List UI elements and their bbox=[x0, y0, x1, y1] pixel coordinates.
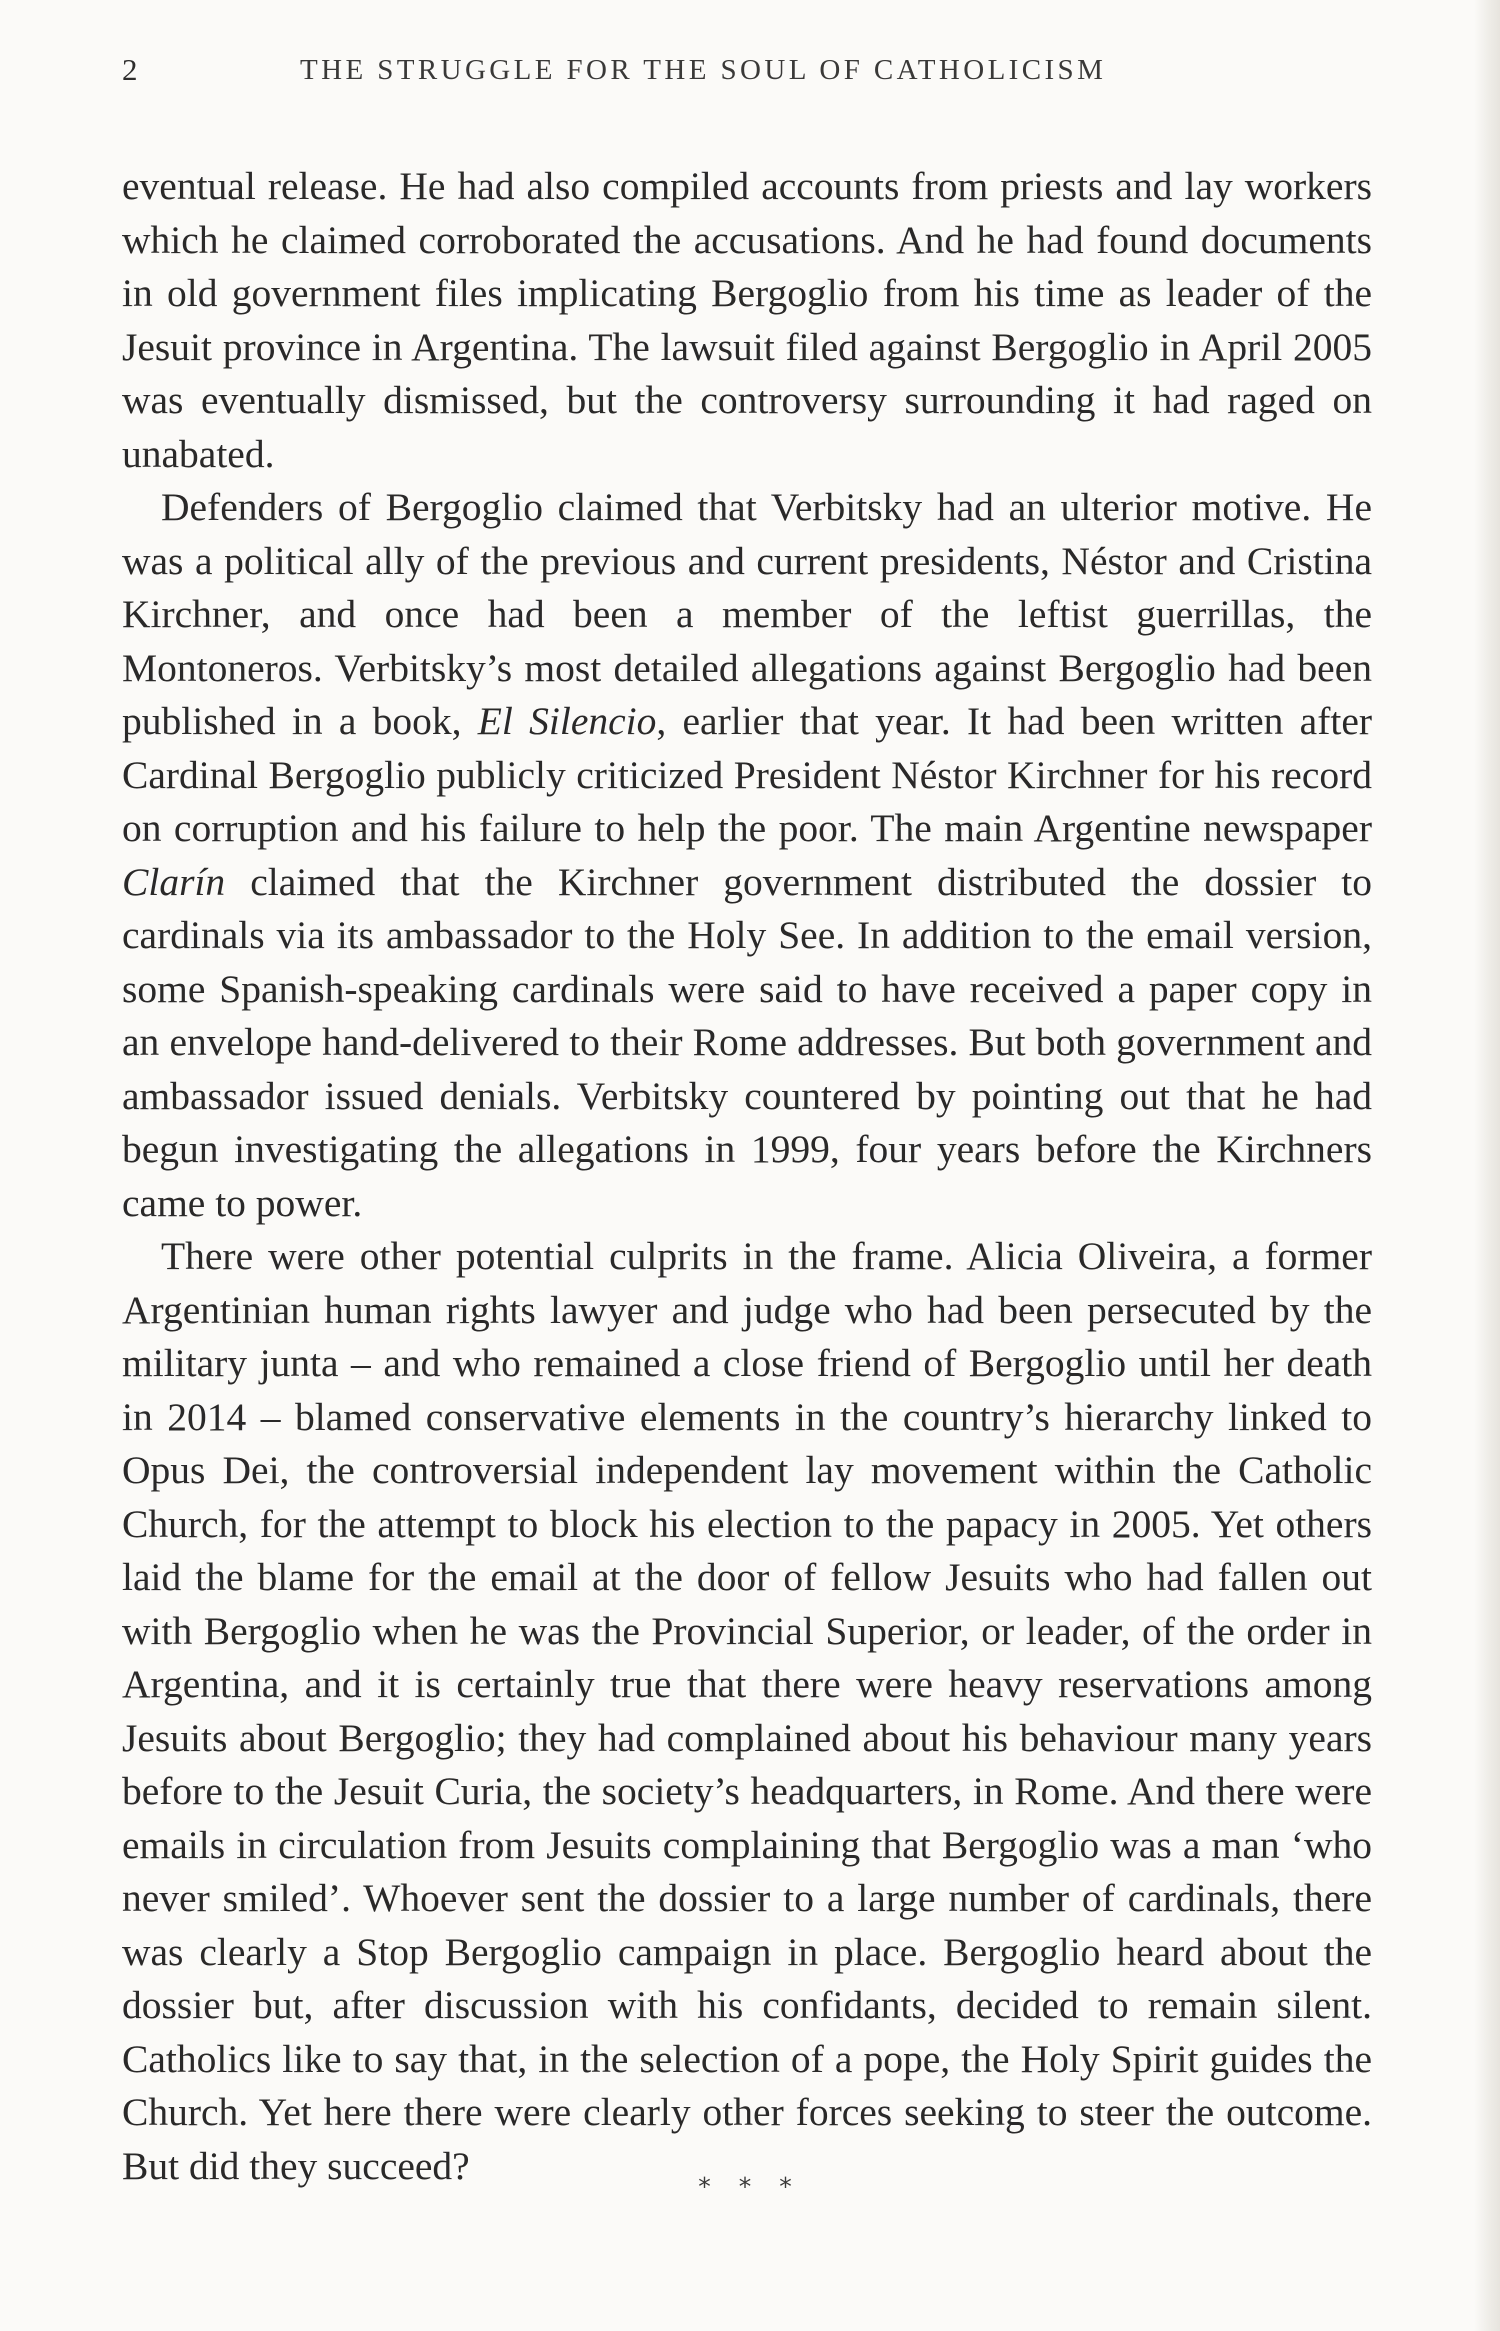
paragraph-2-part-b: , earlier that year. It had been written after Cardinal Bergoglio publicly criticized President Néstor Kirchner for his record on corruption and his failure to help the poor. The main Argentine newspaper bbox=[122, 699, 1373, 850]
paragraph-2-part-c: claimed that the Kirchner government distributed the dossier to cardinals via its ambassador to the Holy See. In addition to the email version, some Spanish-speaking cardinals were said to have received a paper copy in an envelope hand-delivered to their Rome addresses. But both government and ambassador issued denials. Verbitsky countered by pointing out that he had begun investigating the allegations in 1999, four years before the Kirchners came to power. bbox=[122, 859, 1372, 1225]
page-edge-shadow bbox=[1474, 0, 1500, 2331]
section-break: * * * bbox=[698, 2172, 802, 2201]
book-title: El Silencio bbox=[477, 699, 657, 743]
running-title: THE STRUGGLE FOR THE SOUL OF CATHOLICISM bbox=[300, 54, 1107, 86]
page-number: 2 bbox=[122, 52, 138, 87]
paragraph-3: There were other potential culprits in the frame. Alicia Oliveira, a former Argentinian human rights lawyer and judge who had been persecuted by the military junta – and who remained a close friend of Bergoglio until her death in 2014 – blamed conservative elements in the country’s hierarchy linked to Opus Dei, the controversial independent lay movement within the Catholic Church, for the attempt to block his election to the papacy in 2005. Yet others laid the blame for the email at the door of fellow Jesuits who had fallen out with Bergoglio when he was the Provincial Superior, or leader, of the order in Argentina, and it is certainly true that there were heavy reservations among Jesuits about Bergoglio; they had complained about his behaviour many years before to the Jesuit Curia, the society’s headquarters, in Rome. And there were emails in circulation from Jesuits complaining that Bergoglio was a man ‘who never smiled’. Whoever sent the dossier to a large number of cardinals, there was clearly a Stop Bergoglio campaign in place. Bergoglio heard about the dossier but, after discussion with his confidants, decided to remain silent. Catholics like to say that, in the selection of a pope, the Holy Spirit guides the Church. Yet here there were clearly other forces seeking to steer the outcome. But did they succeed? bbox=[122, 1234, 1372, 2188]
paragraph-2 bbox=[122, 481, 1372, 1230]
running-head bbox=[122, 50, 1372, 90]
paragraph-2-part-a: Defenders of Bergoglio claimed that Verbitsky had an ulterior motive. He was a political ally of the previous and current presidents, Néstor and Cristina Kirchner, and once had been a member of the leftist guerrillas, the Montoneros. Verbitsky’s most detailed allegations against Bergoglio had been published in a book, bbox=[122, 485, 1372, 743]
newspaper-title: Clarín bbox=[122, 859, 226, 904]
body-text bbox=[122, 160, 1372, 2193]
paragraph-1: eventual release. He had also compiled accounts from priests and lay workers which he claimed corroborated the accusations. And he had found documents in old government files implicating Bergoglio from his time as leader of the Jesuit province in Argentina. The lawsuit filed against Bergoglio in April 2005 was eventually dismissed, but the controversy surrounding it had raged on unabated. bbox=[122, 164, 1372, 476]
